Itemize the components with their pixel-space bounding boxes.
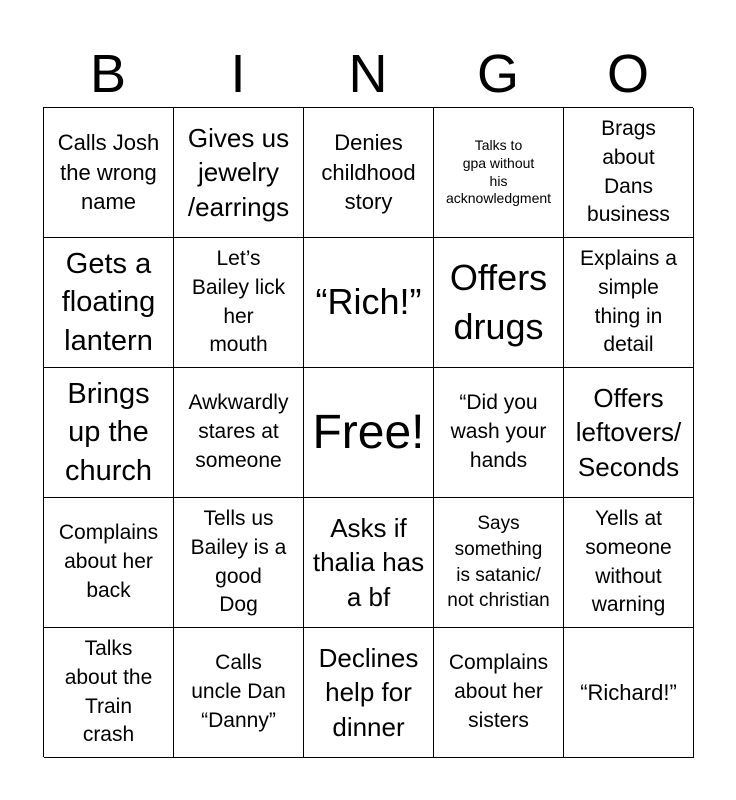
- bingo-cell-r1-c1[interactable]: Calls Josh the wrong name: [44, 108, 174, 238]
- bingo-header: [43, 40, 693, 108]
- bingo-cell-r3-c5[interactable]: Offers leftovers/ Seconds: [564, 368, 694, 498]
- header-letter-b: B: [89, 44, 127, 104]
- bingo-cell-r3-c4[interactable]: “Did you wash your hands: [434, 368, 564, 498]
- bingo-cell-r2-c3[interactable]: “Rich!”: [304, 238, 434, 368]
- bingo-cell-r5-c4[interactable]: Complains about her sisters: [434, 628, 564, 758]
- header-letter-n: N: [348, 44, 388, 104]
- header-letter-i: I: [230, 44, 246, 104]
- bingo-cell-r3-c1[interactable]: Brings up the church: [44, 368, 174, 498]
- bingo-cell-r2-c2[interactable]: Let’s Bailey lick her mouth: [174, 238, 304, 368]
- bingo-cell-r2-c1[interactable]: Gets a floating lantern: [44, 238, 174, 368]
- bingo-cell-r4-c3[interactable]: Asks if thalia has a bf: [304, 498, 434, 628]
- bingo-cell-r2-c4[interactable]: Offers drugs: [434, 238, 564, 368]
- bingo-cell-r1-c2[interactable]: Gives us jewelry /earrings: [174, 108, 304, 238]
- bingo-board: [43, 107, 693, 757]
- bingo-cell-r5-c5[interactable]: “Richard!”: [564, 628, 694, 758]
- bingo-cell-r5-c3[interactable]: Declines help for dinner: [304, 628, 434, 758]
- bingo-cell-r4-c4[interactable]: Says something is satanic/ not christian: [434, 498, 564, 628]
- bingo-cell-r5-c2[interactable]: Calls uncle Dan “Danny”: [174, 628, 304, 758]
- bingo-cell-r1-c3[interactable]: Denies childhood story: [304, 108, 434, 238]
- bingo-cell-r4-c1[interactable]: Complains about her back: [44, 498, 174, 628]
- bingo-cell-free[interactable]: Free!: [304, 368, 434, 498]
- bingo-cell-r4-c5[interactable]: Yells at someone without warning: [564, 498, 694, 628]
- bingo-cell-r2-c5[interactable]: Explains a simple thing in detail: [564, 238, 694, 368]
- bingo-cell-r1-c4[interactable]: Talks to gpa without his acknowledgment: [434, 108, 564, 238]
- header-letter-g: G: [476, 44, 519, 104]
- bingo-cell-r4-c2[interactable]: Tells us Bailey is a good Dog: [174, 498, 304, 628]
- bingo-cell-r1-c5[interactable]: Brags about Dans business: [564, 108, 694, 238]
- header-letter-o: O: [606, 44, 649, 104]
- bingo-cell-r5-c1[interactable]: Talks about the Train crash: [44, 628, 174, 758]
- bingo-cell-r3-c2[interactable]: Awkwardly stares at someone: [174, 368, 304, 498]
